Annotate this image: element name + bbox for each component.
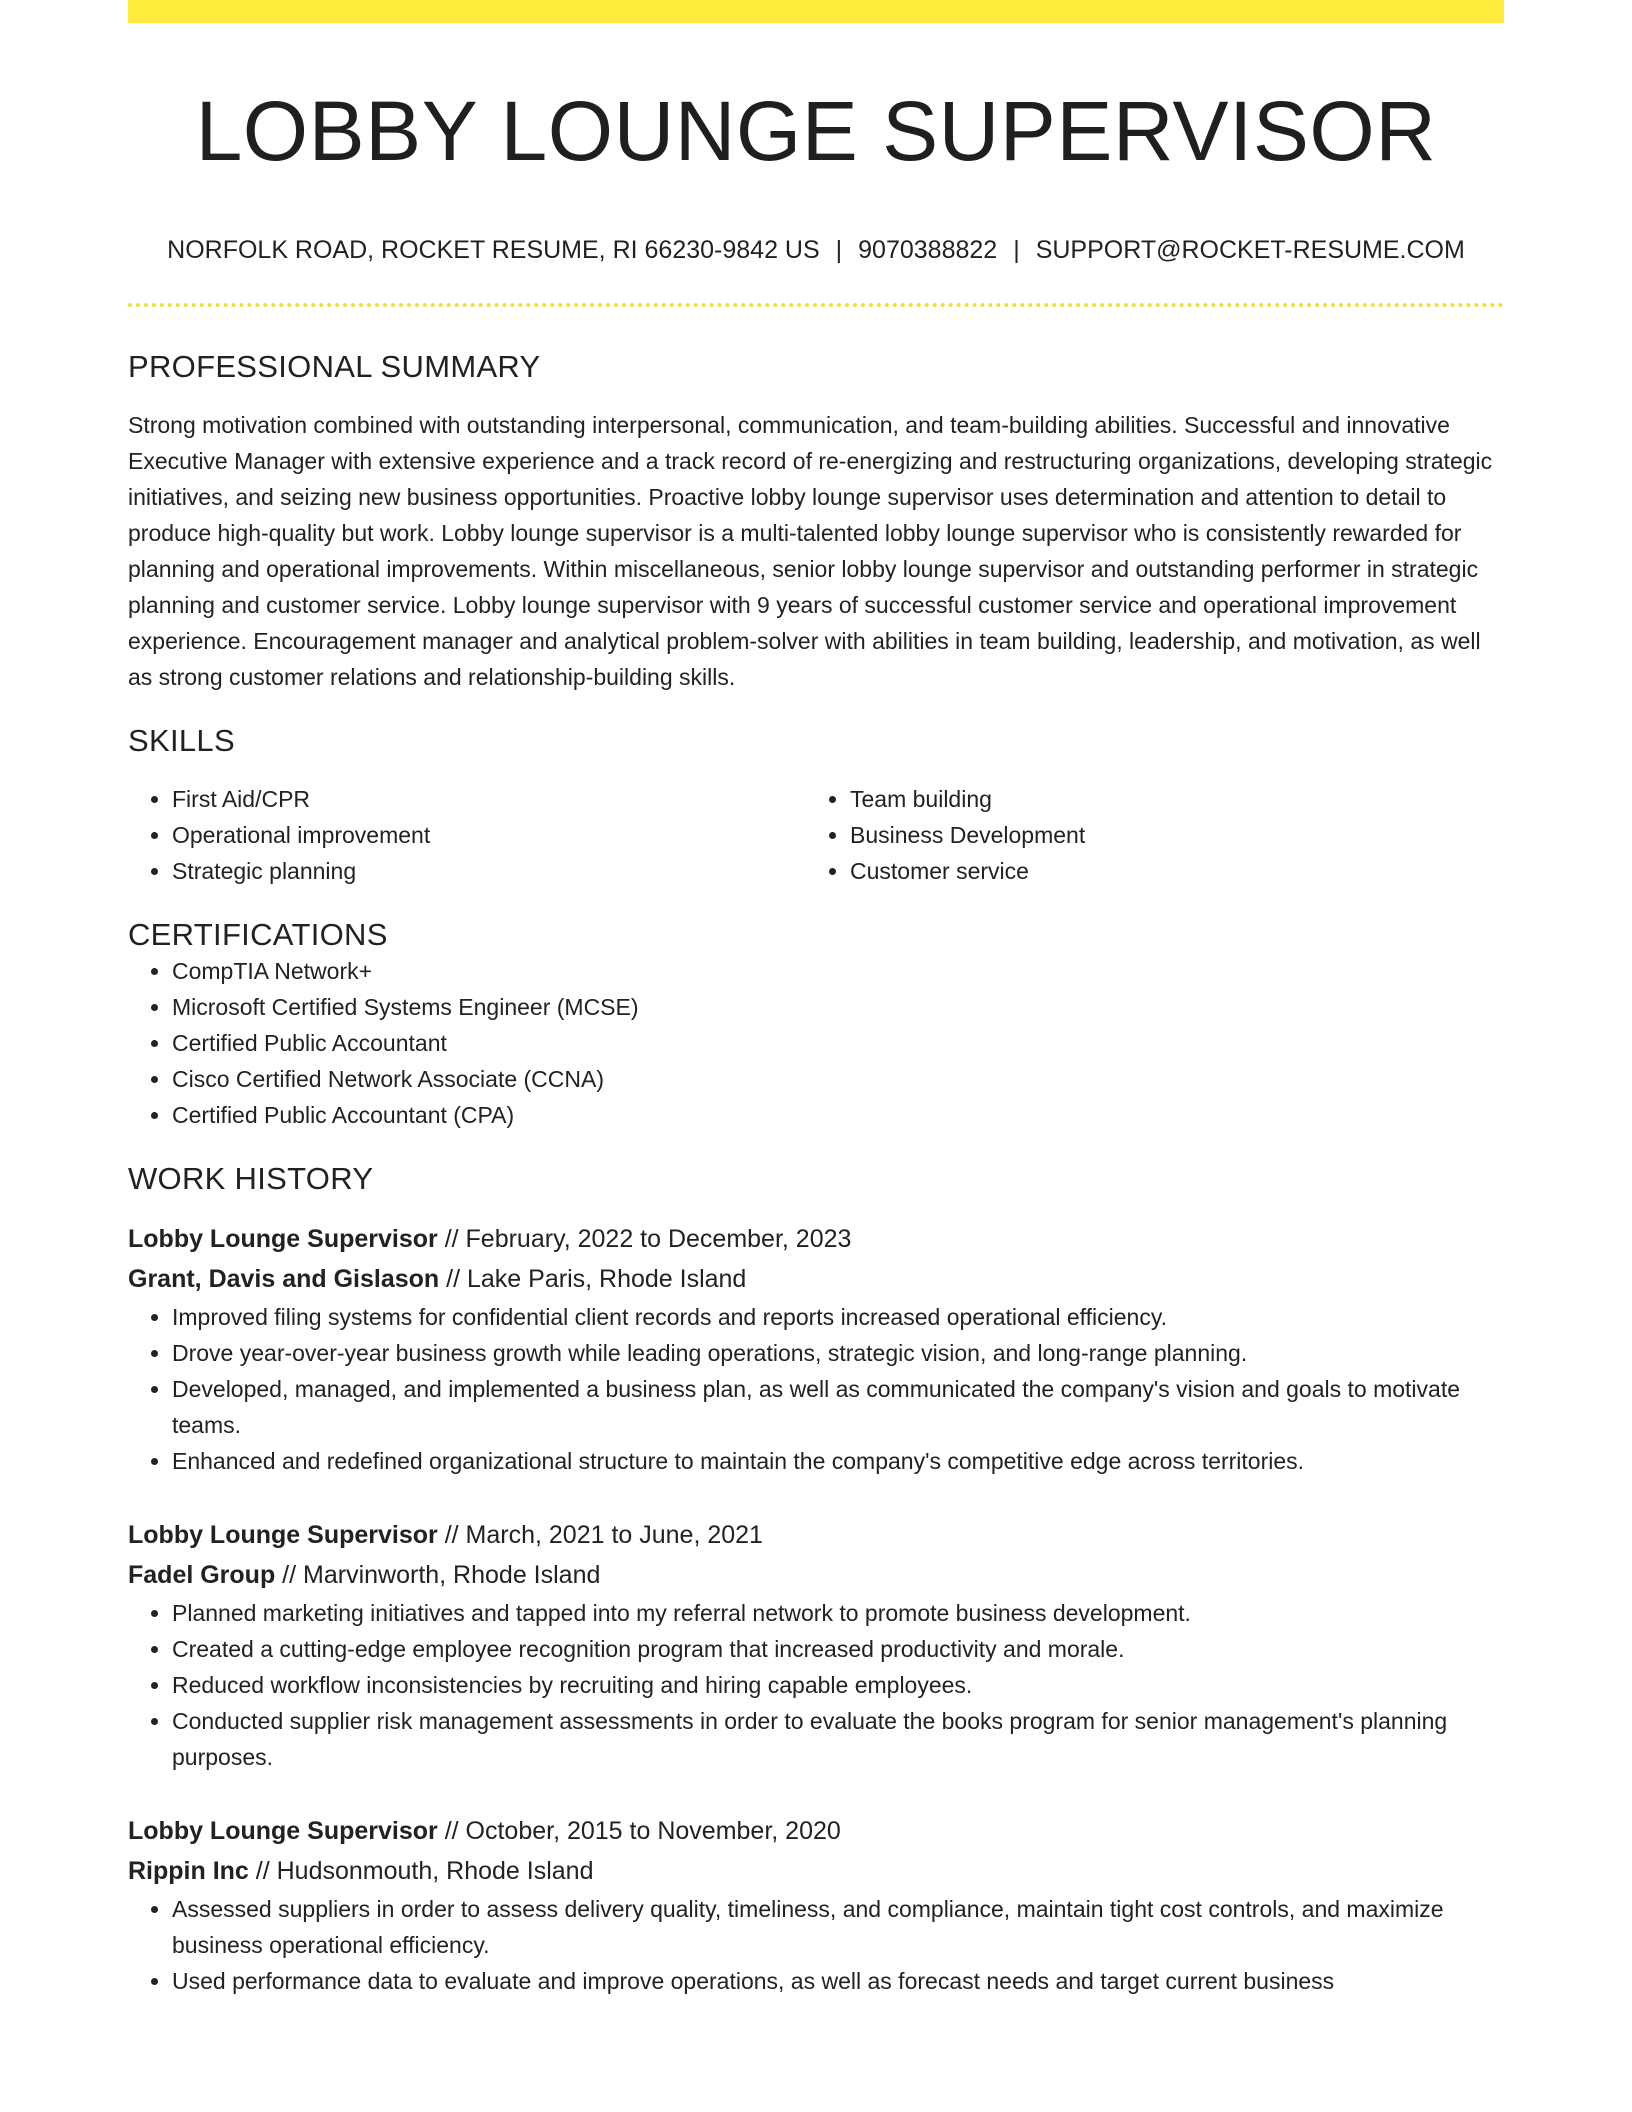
skills-heading: SKILLS (128, 723, 235, 759)
job-role: Lobby Lounge Supervisor (128, 1521, 438, 1550)
skill-item: • First Aid/CPR (172, 781, 806, 817)
job-company-line (128, 1555, 1504, 1595)
skills-column-left (128, 781, 806, 889)
job-company-line (128, 1259, 1504, 1299)
job-bullet: • Developed, managed, and implemented a business plan, as well as communicated the company's vision and goals to motivate teams. (172, 1371, 1504, 1443)
job-bullets (128, 1891, 1504, 1999)
job-location: // Marvinworth, Rhode Island (275, 1561, 601, 1590)
job-bullet: • Created a cutting-edge employee recognition program that increased productivity and morale. (172, 1631, 1504, 1667)
certification-item: • Cisco Certified Network Associate (CCNA) (172, 1061, 1504, 1097)
job-dates: // February, 2022 to December, 2023 (437, 1225, 852, 1254)
job-bullet: • Enhanced and redefined organizational structure to maintain the company's competitive edge across territories. (172, 1443, 1504, 1479)
skills-grid (128, 781, 1504, 889)
work-history-heading: WORK HISTORY (128, 1161, 374, 1197)
certification-item: • Certified Public Accountant (172, 1025, 1504, 1061)
job-bullet: • Used performance data to evaluate and improve operations, as well as forecast needs and target current business (172, 1963, 1504, 1999)
job-location: // Hudsonmouth, Rhode Island (248, 1857, 594, 1886)
skill-item: • Team building (850, 781, 1484, 817)
job-role: Lobby Lounge Supervisor (128, 1817, 438, 1846)
phone: 9070388822 (858, 236, 998, 265)
job-title-line (128, 1811, 1504, 1851)
job-company-line (128, 1851, 1504, 1891)
dotted-divider (128, 303, 1504, 307)
certification-item: • CompTIA Network+ (172, 953, 1504, 989)
email: SUPPORT@ROCKET-RESUME.COM (1035, 236, 1465, 265)
summary-heading: PROFESSIONAL SUMMARY (128, 349, 541, 385)
skills-column-right (806, 781, 1484, 889)
skill-item: • Customer service (850, 853, 1484, 889)
job-title-line (128, 1219, 1504, 1259)
summary-text: Strong motivation combined with outstanding interpersonal, communication, and team-building abilities. Successful and innovative Executive Manager with extensive experience and a track record of re-energizing and restructuring organizations, developing strategic initiatives, and seizing new business opportunities. Proactive lobby lounge supervisor uses determination and attention to detail to produce high-quality but work. Lobby lounge supervisor is a multi-talented lobby lounge supervisor who is consistently rewarded for planning and operational improvements. Within miscellaneous, senior lobby lounge supervisor and outstanding performer in strategic planning and customer service. Lobby lounge supervisor with 9 years of successful customer service and operational improvement experience. Encouragement manager and analytical problem-solver with abilities in team building, leadership, and motivation, as well as strong customer relations and relationship-building skills. (128, 412, 1493, 691)
job-bullets (128, 1595, 1504, 1775)
job-bullet: • Reduced workflow inconsistencies by recruiting and hiring capable employees. (172, 1667, 1504, 1703)
skill-item: • Strategic planning (172, 853, 806, 889)
address: NORFOLK ROAD, ROCKET RESUME, RI 66230-9842 US (167, 236, 820, 265)
job-bullets (128, 1299, 1504, 1479)
resume-page (128, 0, 1504, 1999)
skill-item: • Operational improvement (172, 817, 806, 853)
skill-item: • Business Development (850, 817, 1484, 853)
job-bullet: • Planned marketing initiatives and tapped into my referral network to promote business development. (172, 1595, 1504, 1631)
job-company: Fadel Group (128, 1561, 276, 1590)
job-bullet: • Conducted supplier risk management assessments in order to evaluate the books program for senior management's planning purposes. (172, 1703, 1504, 1775)
certifications-list (128, 953, 1504, 1133)
job-entry (128, 1515, 1504, 1775)
certifications-heading: CERTIFICATIONS (128, 917, 388, 953)
separator: | (835, 236, 843, 265)
job-entry (128, 1811, 1504, 1999)
certification-item: • Microsoft Certified Systems Engineer (MCSE) (172, 989, 1504, 1025)
skills-list-right (806, 781, 1484, 889)
job-bullet: • Drove year-over-year business growth while leading operations, strategic vision, and long-range planning. (172, 1335, 1504, 1371)
job-dates: // March, 2021 to June, 2021 (437, 1521, 763, 1550)
skills-list-left (128, 781, 806, 889)
job-location: // Lake Paris, Rhode Island (439, 1265, 747, 1294)
job-company: Grant, Davis and Gislason (128, 1265, 440, 1294)
job-bullet: • Assessed suppliers in order to assess delivery quality, timeliness, and compliance, maintain tight cost controls, and maximize business operational efficiency. (172, 1891, 1504, 1963)
job-entry (128, 1219, 1504, 1479)
job-role: Lobby Lounge Supervisor (128, 1225, 438, 1254)
separator: | (1013, 236, 1020, 265)
accent-bar (128, 0, 1504, 23)
contact-line (128, 235, 1504, 265)
job-company: Rippin Inc (128, 1857, 249, 1886)
resume-name: LOBBY LOUNGE SUPERVISOR (195, 84, 1437, 178)
job-dates: // October, 2015 to November, 2020 (437, 1817, 841, 1846)
job-bullet: • Improved filing systems for confidential client records and reports increased operational efficiency. (172, 1299, 1504, 1335)
job-title-line (128, 1515, 1504, 1555)
certification-item: • Certified Public Accountant (CPA) (172, 1097, 1504, 1133)
